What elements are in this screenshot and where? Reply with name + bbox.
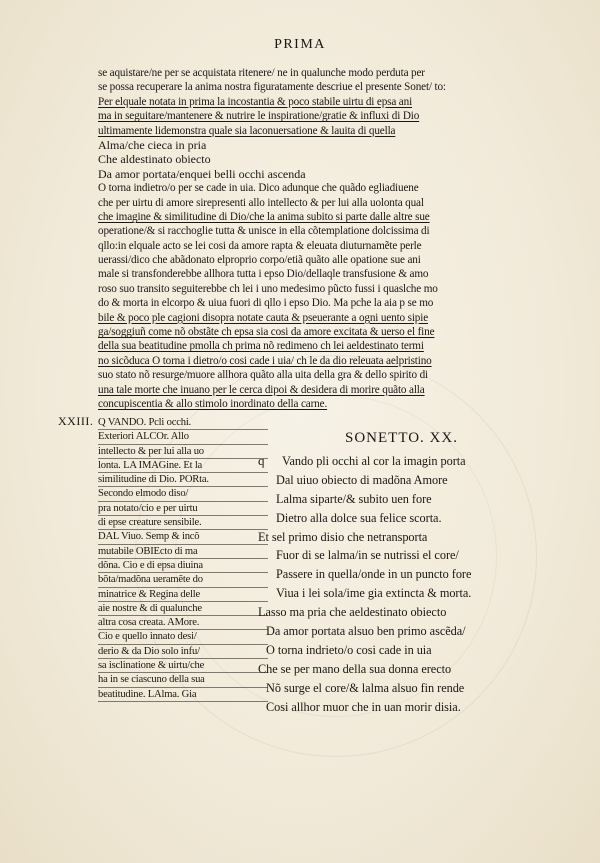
sonnet-line-text: Vando pli occhi al cor la imagin porta: [282, 454, 466, 468]
gloss-line: derio & da Dio solo infu/: [98, 645, 268, 659]
sonnet-line-text: Lalma siparte/& subito uen fore: [276, 491, 432, 506]
commentary-line: [98, 167, 548, 181]
commentary-line-text: concupiscentia & allo stimolo inordinato della carne.: [98, 397, 328, 410]
sonnet-line-text: Passere in quella/onde in un puncto fore: [276, 567, 472, 582]
sonnet-line-text: O torna indrieto/o cosi cade in uia: [266, 642, 432, 657]
gloss-line: Q VANDO. Pcli occhi.: [98, 416, 268, 430]
gloss-line: intellecto & per lui alla uo: [98, 445, 268, 459]
sonnet-drop-initial: q: [258, 453, 265, 468]
commentary-line: [98, 296, 548, 310]
commentary-line-text: no sicõduca O torna i dietro/o cosi cade i uia/ ch le da dio releuata aelpristino: [98, 354, 432, 367]
gloss-line: beatitudine. LAlma. Gia: [98, 688, 268, 702]
sonnet-line: [258, 641, 558, 660]
commentary-line-text: qllo:in elquale acto se lei cosi da amore rapta & eleuata diuturnamẽte perle: [98, 239, 422, 252]
commentary-line-text: che imagine & similitudine di Dio/che la anima subito si parte dalle altre sue: [98, 210, 430, 223]
commentary-block: [98, 66, 548, 411]
commentary-line: [98, 138, 548, 152]
commentary-line: [98, 253, 548, 267]
gloss-line: Exteriori ALCOr. Allo: [98, 430, 268, 444]
sonnet-line-text: Nõ surge el core/& lalma alsuo fin rende: [266, 680, 465, 695]
sonnet-line-text: Da amor portata alsuo ben primo ascẽda/: [266, 624, 466, 639]
commentary-line-text: Che aldestinato obiecto: [98, 152, 211, 167]
commentary-line: [98, 339, 548, 353]
gloss-line: DAL Viuo. Semp & incõ: [98, 530, 268, 544]
sonnet-line: [258, 452, 558, 471]
commentary-line: [98, 354, 548, 368]
commentary-line-text: do & morta in elcorpo & uiua fuori di qllo i epso Dio. Ma pche la aia p se mo: [98, 297, 434, 310]
commentary-line: [98, 124, 548, 138]
commentary-line: [98, 267, 548, 281]
sonnet-line: [258, 471, 558, 490]
commentary-line: [98, 66, 548, 80]
gloss-line: sa isclinatione & uirtu/che: [98, 659, 268, 673]
commentary-line-text: della sua beatitudine pmolla ch prima nõ redimeno ch lei aeldestinato termi: [98, 340, 424, 353]
sonnet-text: [258, 452, 558, 716]
gloss-line: minatrice & Regina delle: [98, 588, 268, 602]
commentary-line: [98, 224, 548, 238]
commentary-line: [98, 368, 548, 382]
commentary-line-text: Da amor portata/enquei belli occhi ascenda: [98, 166, 306, 181]
gloss-line: bõta/madõna ueramẽte do: [98, 573, 268, 587]
gloss-line: di epse creature sensibile.: [98, 516, 268, 530]
sonnet-line-text: Che se per mano della sua donna erecto: [258, 661, 452, 676]
sonnet-line: [258, 679, 558, 698]
running-head: PRIMA: [274, 37, 326, 52]
commentary-line: [98, 282, 548, 296]
commentary-line: [98, 152, 548, 166]
sonnet-line: [258, 546, 558, 565]
sonnet-title: SONETTO. XX.: [345, 430, 458, 446]
commentary-line-text: O torna indietro/o per se cade in uia. Dico adunque che quãdo egliadiuene: [98, 182, 419, 195]
gloss-column: [98, 416, 268, 702]
commentary-line: [98, 383, 548, 397]
gloss-line: pra notato/cio e per uirtu: [98, 502, 268, 516]
commentary-line: [98, 109, 548, 123]
sonnet-line: [258, 565, 558, 584]
sonnet-line: [258, 509, 558, 528]
sonnet-line: [258, 622, 558, 641]
gloss-line: dõna. Cio e di epsa diuina: [98, 559, 268, 573]
sonnet-line-text: Et sel primo disio che netransporta: [258, 529, 428, 544]
commentary-line-text: Alma/che cieca in pria: [98, 137, 207, 152]
commentary-line-text: una tale morte che inuano per le cerca dipoi & desidera di morire quãto alla: [98, 383, 425, 396]
gloss-line: lonta. LA IMAGine. Et la: [98, 459, 268, 473]
section-numeral: XXIII.: [58, 414, 94, 428]
sonnet-line-text: Viua i lei sola/ime gia extincta & morta.: [276, 586, 472, 601]
commentary-line: [98, 95, 548, 109]
commentary-line-text: ultimamente lidemonstra quale sia laconuersatione & lauita di quella: [98, 124, 396, 137]
sonnet-line: [258, 660, 558, 679]
commentary-line-text: se aquistare/ne per se acquistata ritenere/ ne in qualunche modo perduta per: [98, 67, 425, 79]
sonnet-line-text: Lasso ma pria che aeldestinato obiecto: [258, 605, 447, 620]
commentary-line: [98, 80, 548, 94]
sonnet-line: [258, 528, 558, 547]
commentary-line: [98, 397, 548, 411]
commentary-line-text: se possa recuperare la anima nostra figuratamente descriue el presente Sonet/ to:: [98, 81, 446, 94]
commentary-line-text: ga/soggiuñ come nõ obstãte ch epsa sia cosi da amore excitata & uerso el fine: [98, 326, 435, 339]
sonnet-line-text: Cosi allhor muor che in uan morir disia.: [266, 699, 461, 714]
sonnet-line: [258, 584, 558, 603]
commentary-line-text: bile & poco ple cagioni disopra notate cauta & pseuerante a ogni uento sipie: [98, 311, 429, 324]
commentary-line: [98, 311, 548, 325]
commentary-line: [98, 325, 548, 339]
gloss-line: mutabile OBIEcto di ma: [98, 545, 268, 559]
commentary-line: [98, 239, 548, 253]
sonnet-line-text: Dal uiuo obiecto di madõna Amore: [276, 472, 448, 487]
gloss-line: Secondo elmodo diso/: [98, 487, 268, 501]
gloss-line: Cio e quello innato desi/: [98, 630, 268, 644]
commentary-line-text: che per uirtu di amore sirepresenti allo intellecto & per lui alla uolonta qual: [98, 196, 424, 209]
commentary-line-text: ma in seguitare/mantenere & nutrire le inspiratione/gratie & influxi di Dio: [98, 110, 420, 123]
gloss-line: similitudine di Dio. PORta.: [98, 473, 268, 487]
commentary-line-text: operatione/& si racchoglie tutta & unisce in ella cõtemplatione dolcissima di: [98, 225, 430, 238]
commentary-line-text: uerassi/dico che abãdonato elproprio corpo/etiã quãto alle opatione sue ani: [98, 254, 421, 267]
commentary-line-text: Per elquale notata in prima la incostantia & poco stabile uirtu di epsa ani: [98, 95, 413, 108]
sonnet-line-text: Dietro alla dolce sua felice scorta.: [276, 510, 442, 525]
commentary-line-text: male si transfonderebbe allhora tutta i epso Dio/dellaqle transfusione & amo: [98, 268, 429, 281]
commentary-line-text: suo stato nõ resurge/muore allhora quãto alla uita della gra & dello spirito di: [98, 369, 429, 382]
sonnet-line-text: Fuor di se lalma/in se nutrissi el core/: [276, 548, 459, 563]
sonnet-line: [258, 490, 558, 509]
commentary-line: [98, 210, 548, 224]
commentary-line-text: roso suo transito seguiterebbe ch lei i uno medesimo pũcto fussi i quaslche mo: [98, 282, 438, 295]
gloss-line: aie nostre & di qualunche: [98, 602, 268, 616]
sonnet-line: [258, 698, 558, 717]
commentary-line: [98, 196, 548, 210]
commentary-line: [98, 181, 548, 195]
sonnet-line: [258, 603, 558, 622]
gloss-line: ha in se ciascuno della sua: [98, 673, 268, 687]
gloss-line: altra cosa creata. AMore.: [98, 616, 268, 630]
